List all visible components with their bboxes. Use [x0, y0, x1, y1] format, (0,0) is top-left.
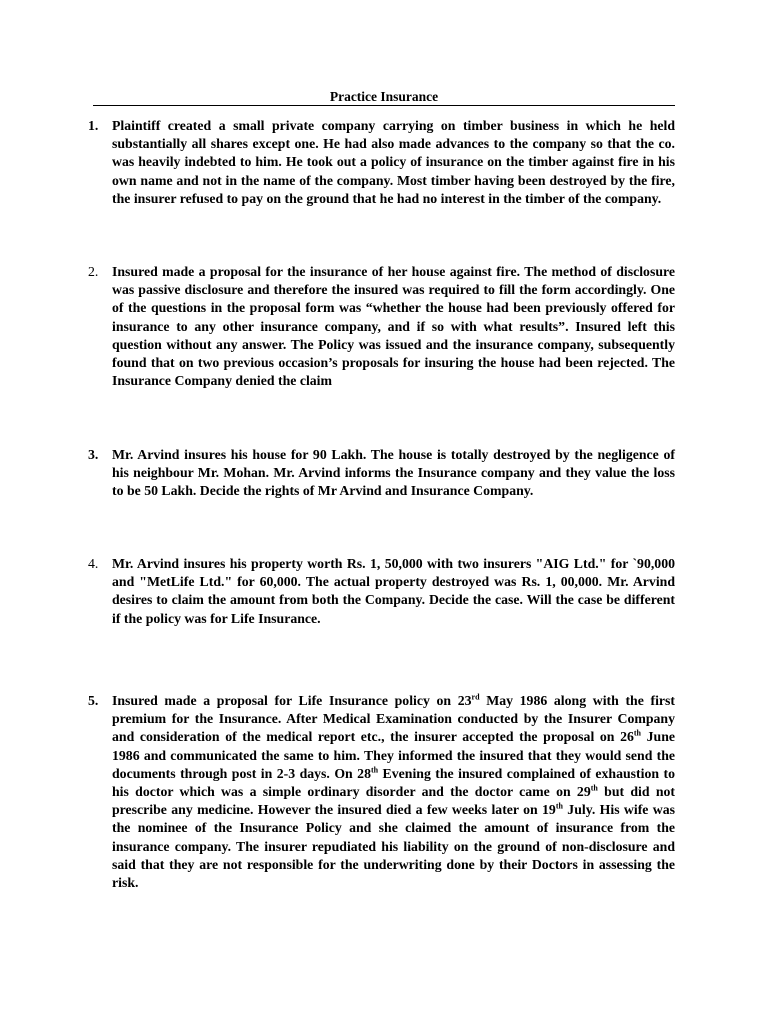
text-segment: June 1986 and communicated the same to him. They informed the insured that they would send the documents through post in 2-3 days. On 28 [112, 729, 675, 781]
question-2 [88, 263, 675, 390]
ordinal-suffix: th [555, 801, 563, 811]
text-segment: Insured made a proposal for Life Insurance policy on 23 [112, 693, 472, 708]
question-4 [88, 555, 675, 628]
question-text [112, 692, 675, 892]
text-segment: July. His wife was the nominee of the Insurance Policy and she claimed the amount of insurance from the insurance company. The insurer repudiated his liability on the ground of non-disclosure and said that they are not responsible for the underwriting done by their Doctors in assessing the risk. [112, 802, 675, 891]
question-1 [88, 117, 675, 208]
question-number: 1. [88, 118, 99, 133]
title-underline [93, 105, 675, 106]
question-number: 4. [88, 556, 99, 571]
ordinal-suffix: th [590, 783, 598, 793]
text-segment: but did not prescribe any medicine. However the insured died a few weeks later on 19 [112, 784, 675, 818]
question-3 [88, 446, 675, 501]
question-text: Mr. Arvind insures his house for 90 Lakh. The house is totally destroyed by the negligence of his neighbour Mr. Mohan. Mr. Arvind informs the Insurance company and they value the loss to be 50 Lakh. Decide the rights of Mr Arvind and Insurance Company. [112, 447, 675, 499]
text-segment: May 1986 along with the first premium for the Insurance. After Medical Examination conducted by the Insurer Company and consideration of the medical report etc., the insurer accepted the proposal on 26 [112, 693, 675, 745]
question-number: 5. [88, 693, 99, 708]
question-number: 2. [88, 264, 99, 279]
question-number: 3. [88, 447, 99, 462]
ordinal-suffix: th [370, 765, 379, 775]
text-segment: Evening the insured complained of exhaustion to his doctor which was a simple ordinary disorder and the doctor came on 29 [112, 765, 675, 800]
question-5 [88, 692, 675, 892]
question-text: Plaintiff created a small private company carrying on timber business in which he held substantially all shares except one. He had also made advances to the company so that the co. was heavily indebted to him. He took out a policy of insurance on the timber against fire in his own name and not in the name of the company. Most timber having been destroyed by the fire, the insurer refused to pay on the ground that he had no interest in the timber of the company. [112, 118, 675, 206]
ordinal-suffix: rd [471, 692, 480, 702]
question-text: Insured made a proposal for the insurance of her house against fire. The method of disclosure was passive disclosure and therefore the insured was required to fill the form accordingly. One of the questions in the proposal form was “whether the house had been previously offered for insurance to any other insurance company, and if so with what results”. Insured left this question without any answer. The Policy was issued and the insurance company, subsequently found that on two previous occasion’s proposals for insuring the house had been rejected. The Insurance Company denied the claim [112, 264, 675, 389]
question-text: Mr. Arvind insures his property worth Rs. 1, 50,000 with two insurers "AIG Ltd." for `90,000 and "MetLife Ltd." for 60,000. The actual property destroyed was Rs. 1, 00,000. Mr. Arvind desires to claim the amount from both the Company. Decide the case. Will the case be different if the policy was for Life Insurance. [112, 556, 675, 626]
ordinal-suffix: th [633, 728, 642, 738]
page-title: Practice Insurance [329, 89, 439, 104]
